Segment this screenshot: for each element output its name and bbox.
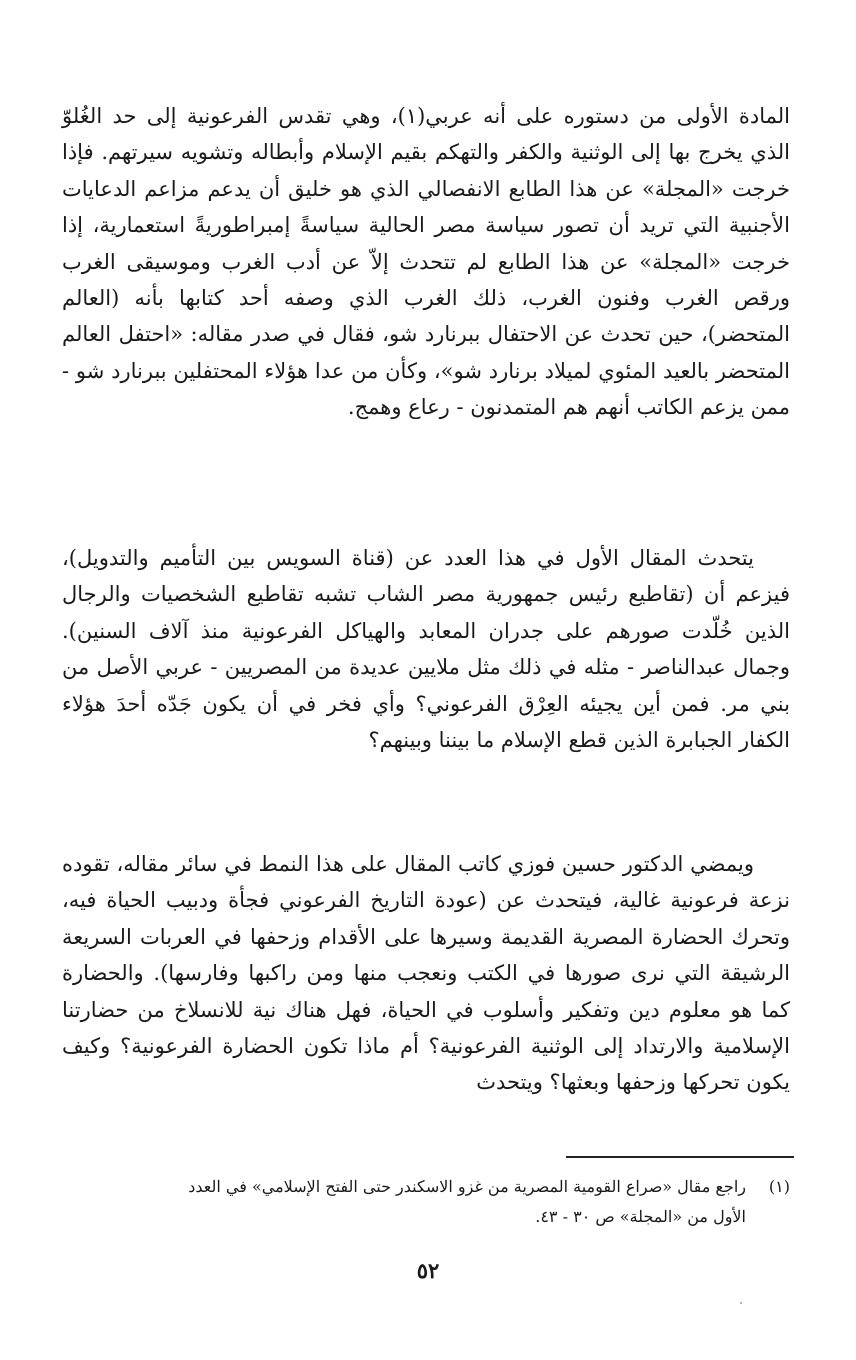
paragraph-2: يتحدث المقال الأول في هذا العدد عن (قناة السويس بين التأميم والتدويل)، فيزعم أن (تقاطيع رئيس جمهورية مصر الشاب تشبه تقاطيع الشخصيات والرجال الذين خُلّدت صورهم على جدران المعابد والهياكل الفرعونية منذ آلاف السنين). وجمال عبدالناصر - مثله في ذلك مثل ملايين عديدة من المصريين - عربي الأصل من بني مر. فمن أين يجيئه العِرْق الفرعوني؟ وأي فخر في أن يكون جَدّه أحدَ هؤلاء الكفار الجبابرة الذين قطع الإسلام ما بيننا وبينهم؟ — [62, 546, 790, 753]
paragraph-1: المادة الأولى من دستوره على أنه عربي(١)، وهي تقدس الفرعونية إلى حد الغُلوّ الذي يخرج بها إلى الوثنية والكفر والتهكم بقيم الإسلام وأبطاله وتشويه سيرتهم. فإذا خرجت «المجلة» عن هذا الطابع الانفصالي الذي هو خليق أن يدعم مزاعم الدعايات الأجنبية التي تريد أن تصور سياسة مصر الحالية سياسةً إمبراطوريةً استعمارية، إذا خرجت «المجلة» عن هذا الطابع لم تتحدث إلاّ عن أدب الغرب وموسيقى الغرب ورقص الغرب وفنون الغرب، ذلك الغرب الذي وصفه أحد كتابها بأنه (العالم المتحضر)، حين تحدث عن الاحتفال ببرنارد شو، فقال في صدر مقاله: «احتفل العالم المتحضر بالعيد المئوي لميلاد برنارد شو»، وكأن من عدا هؤلاء المحتفلين ببرنارد شو - ممن يزعم الكاتب أنهم هم المتمدنون - رعاع وهمج. — [62, 104, 790, 420]
footnote-separator — [566, 1156, 794, 1158]
footnote-text-line-1: راجع مقال «صراع القومية المصرية من غزو الاسكندر حتى الفتح الإسلامي» في العدد — [188, 1177, 746, 1196]
paragraph-3: ويمضي الدكتور حسين فوزي كاتب المقال على هذا النمط في سائر مقاله، تقوده نزعة فرعونية غالية، فيتحدث عن (عودة التاريخ الفرعوني فجأة ودبيب الحياة فيه، وتحرك الحضارة المصرية القديمة وسيرها على الأقدام وزحفها في العربات السريعة الرشيقة التي نرى صورها في الكتب ونعجب منها ومن راكبها وفارسها). والحضارة كما هو معلوم دين وتفكير وأسلوب في الحياة، فهل هناك نية للانسلاخ من حضارتنا الإسلامية والارتداد إلى الوثنية الفرعونية؟ أم ماذا تكون الحضارة الفرعونية؟ وكيف يكون تحركها وزحفها وبعثها؟ ويتحدث — [62, 852, 790, 1095]
scan-speck — [740, 1302, 742, 1304]
footnote-line-1 — [62, 1172, 790, 1202]
footnote-text-line-2: الأول من «المجلة» ص ٣٠ - ٤٣. — [535, 1207, 746, 1226]
footnote-line-2 — [62, 1202, 790, 1232]
page-number: ٥٢ — [416, 1258, 440, 1283]
footnote — [62, 1172, 790, 1232]
footnote-marker-spacer — [746, 1202, 790, 1232]
footnote-marker: (١) — [768, 1177, 790, 1196]
